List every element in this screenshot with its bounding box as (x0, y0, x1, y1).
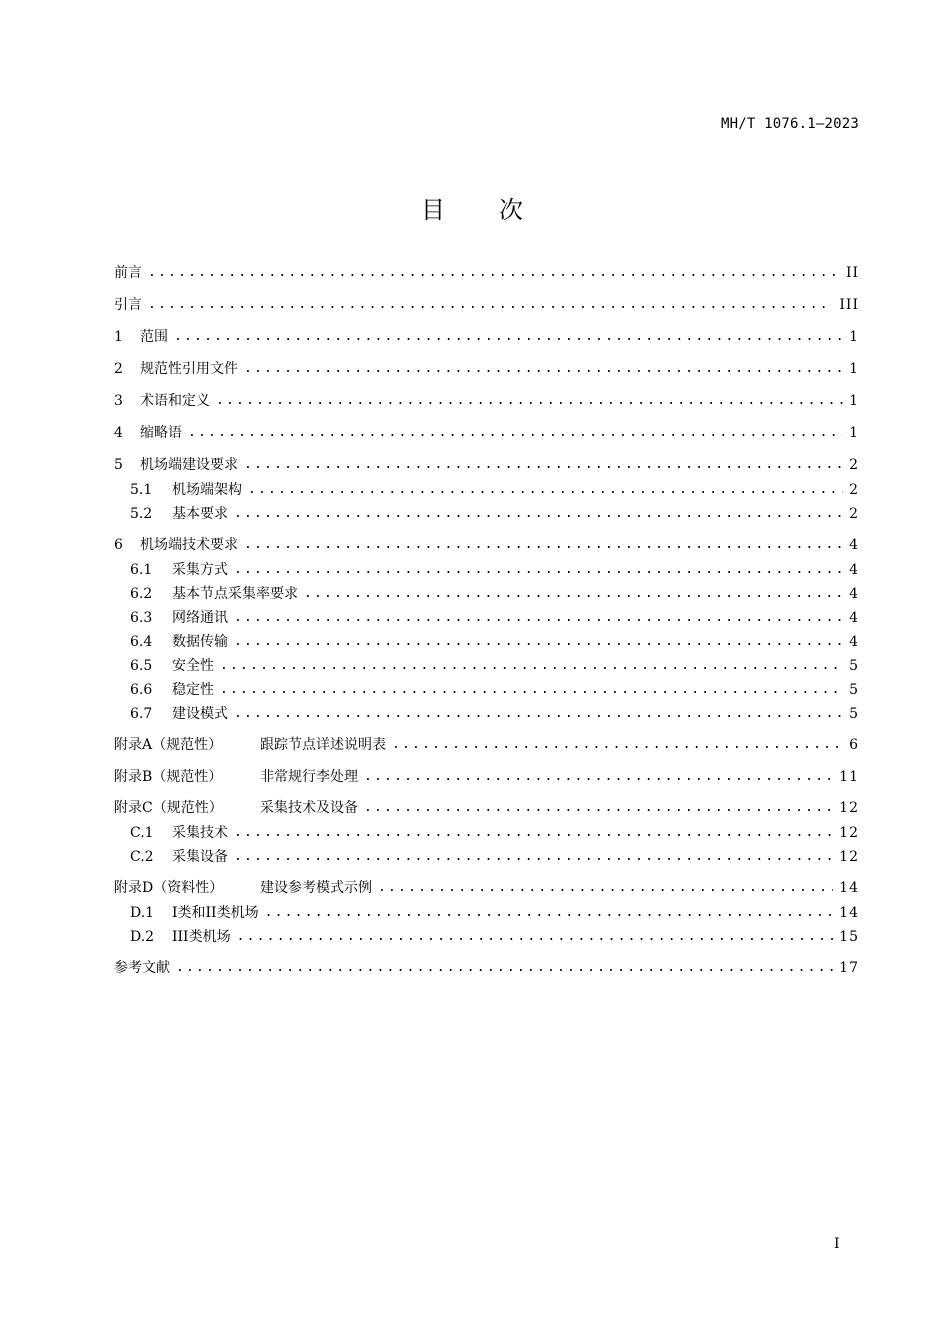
toc-entry-label: III类机场 (172, 929, 231, 945)
toc-entry-label: 缩略语 (140, 425, 182, 441)
toc-entry-6-1[interactable] (114, 560, 859, 580)
toc-entry-d-2[interactable] (114, 927, 859, 947)
toc-entry-page: 5 (849, 706, 859, 722)
toc-leader-dots (364, 767, 833, 787)
toc-entry-page: 4 (849, 610, 859, 626)
toc-entry-number: 6.3 (130, 610, 153, 626)
toc-leader-dots (244, 455, 843, 475)
toc-entry-4[interactable] (114, 423, 859, 443)
toc-entry-number: C.1 (130, 825, 154, 841)
toc-leader-dots (234, 608, 843, 628)
toc-entry-label: 非常规行李处理 (260, 769, 358, 785)
toc-entry-2[interactable] (114, 359, 859, 379)
toc-entry-appendix-a[interactable] (114, 735, 859, 755)
toc-entry-6[interactable] (114, 535, 859, 555)
toc-entry-label: 机场端架构 (172, 482, 242, 498)
toc-entry-page: 4 (849, 586, 859, 602)
toc-entry-page: 12 (839, 825, 859, 841)
toc-entry-page: 4 (849, 562, 859, 578)
toc-entry-page: 1 (849, 425, 859, 441)
toc-entry-appendix-d[interactable] (114, 878, 859, 898)
toc-entry-5-1[interactable] (114, 480, 859, 500)
toc-entry-page: III (839, 297, 859, 313)
toc-entry-appendix-b[interactable] (114, 767, 859, 787)
toc-entry-6-7[interactable] (114, 704, 859, 724)
toc-entry-number: 5.2 (130, 506, 153, 522)
toc-entry-label: 采集技术 (172, 825, 228, 841)
toc-entry-label: 采集技术及设备 (260, 800, 358, 816)
toc-entry-number: 2 (114, 361, 123, 377)
toc-entry-label: 采集设备 (172, 849, 228, 865)
page-number: I (834, 1236, 840, 1252)
toc-entry-number: 5.1 (130, 482, 153, 498)
toc-entry-6-4[interactable] (114, 632, 859, 652)
toc-leader-dots (220, 680, 843, 700)
toc-leader-dots (304, 584, 843, 604)
toc-entry-number: 1 (114, 329, 123, 345)
toc-entry-number: 5 (114, 457, 123, 473)
toc-entry-page: 12 (839, 849, 859, 865)
toc-entry-page: 1 (849, 361, 859, 377)
toc-leader-dots (248, 480, 843, 500)
toc-leader-dots (220, 656, 843, 676)
toc-entry-label: 稳定性 (172, 682, 214, 698)
toc-entry-number: 6.6 (130, 682, 153, 698)
toc-entry-page: 17 (839, 960, 859, 976)
toc-entry-number: D.2 (130, 929, 155, 945)
toc-entry-page: 2 (849, 506, 859, 522)
toc-entry-number: 附录C（规范性） (114, 800, 223, 816)
toc-entry-label: 术语和定义 (140, 393, 210, 409)
toc-entry-label: 前言 (114, 265, 142, 281)
toc-leader-dots (265, 903, 834, 923)
toc-leader-dots (234, 847, 833, 867)
toc-entry-label: 引言 (114, 297, 142, 313)
toc-entry-page: 6 (849, 737, 859, 753)
toc-entry-label: 跟踪节点详述说明表 (260, 737, 386, 753)
toc-title-right: 次 (499, 196, 529, 224)
toc-entry-number: 6.4 (130, 634, 153, 650)
toc-entry-page: 5 (849, 682, 859, 698)
toc-leader-dots (234, 823, 833, 843)
toc-leader-dots (216, 391, 843, 411)
toc-leader-dots (244, 359, 843, 379)
toc-entry-label: 采集方式 (172, 562, 228, 578)
toc-leader-dots (378, 878, 833, 898)
toc-entry-number: 6 (114, 537, 123, 553)
toc-entry-number: 附录B（规范性） (114, 769, 223, 785)
toc-entry-6-6[interactable] (114, 680, 859, 700)
toc-entry-label: 范围 (140, 329, 168, 345)
toc-entry-label: 数据传输 (172, 634, 228, 650)
toc-entry-label: 建设模式 (172, 706, 228, 722)
toc-leader-dots (148, 295, 833, 315)
toc-entry-number: 附录D（资料性） (114, 880, 224, 896)
toc-leader-dots (234, 504, 843, 524)
toc-entry-c-1[interactable] (114, 823, 859, 843)
toc-entry-foreword[interactable] (114, 263, 859, 283)
toc-entry-number: 6.7 (130, 706, 153, 722)
toc-entry-page: 2 (849, 457, 859, 473)
toc-entry-page: 5 (849, 658, 859, 674)
toc-entry-label: 网络通讯 (172, 610, 228, 626)
toc-leader-dots (237, 927, 834, 947)
toc-leader-dots (244, 535, 843, 555)
toc-entry-bibliography[interactable] (114, 958, 859, 978)
toc-entry-5-2[interactable] (114, 504, 859, 524)
toc-entry-1[interactable] (114, 327, 859, 347)
toc-entry-label: 机场端技术要求 (140, 537, 238, 553)
toc-entry-page: 4 (849, 537, 859, 553)
toc-entry-number: C.2 (130, 849, 154, 865)
toc-entry-6-3[interactable] (114, 608, 859, 628)
toc-leader-dots (392, 735, 843, 755)
toc-entry-number: 附录A（规范性） (114, 737, 223, 753)
toc-entry-introduction[interactable] (114, 295, 859, 315)
toc-entry-label: 基本要求 (172, 506, 228, 522)
toc-title-left: 目 (421, 196, 451, 224)
toc-entry-page: 2 (849, 482, 859, 498)
toc-entry-c-2[interactable] (114, 847, 859, 867)
toc-leader-dots (234, 560, 843, 580)
toc-entry-page: 12 (839, 800, 859, 816)
toc-entry-page: 15 (839, 929, 859, 945)
toc-entry-page: 11 (839, 769, 859, 785)
toc-entry-number: D.1 (130, 905, 155, 921)
toc-entry-page: 14 (839, 905, 859, 921)
toc-entry-page: 4 (849, 634, 859, 650)
toc-entry-label: 规范性引用文件 (140, 361, 238, 377)
toc-title (0, 190, 950, 225)
toc-entry-page: II (845, 265, 859, 281)
toc-leader-dots (364, 798, 833, 818)
toc-entry-number: 3 (114, 393, 123, 409)
toc-entry-page: 1 (849, 393, 859, 409)
toc-leader-dots (176, 958, 833, 978)
toc-entry-5[interactable] (114, 455, 859, 475)
toc-entry-appendix-c[interactable] (114, 798, 859, 818)
toc-entry-page: 14 (839, 880, 859, 896)
toc-entry-6-5[interactable] (114, 656, 859, 676)
toc-entry-label: I类和II类机场 (172, 905, 259, 921)
toc-leader-dots (148, 263, 840, 283)
toc-entry-number: 6.2 (130, 586, 153, 602)
toc-entry-label: 安全性 (172, 658, 214, 674)
toc-entry-label: 基本节点采集率要求 (172, 586, 298, 602)
toc-leader-dots (234, 704, 843, 724)
toc-entry-number: 6.5 (130, 658, 153, 674)
toc-entry-label: 参考文献 (114, 960, 170, 976)
toc-entry-label: 建设参考模式示例 (260, 880, 372, 896)
document-code: MH/T 1076.1—2023 (720, 116, 859, 132)
toc-leader-dots (174, 327, 843, 347)
toc-leader-dots (188, 423, 843, 443)
toc-entry-label: 机场端建设要求 (140, 457, 238, 473)
toc-entry-number: 6.1 (130, 562, 153, 578)
toc-entry-6-2[interactable] (114, 584, 859, 604)
toc-entry-page: 1 (849, 329, 859, 345)
toc-entry-number: 4 (114, 425, 123, 441)
toc-entry-d-1[interactable] (114, 903, 859, 923)
toc-leader-dots (234, 632, 843, 652)
toc-entry-3[interactable] (114, 391, 859, 411)
